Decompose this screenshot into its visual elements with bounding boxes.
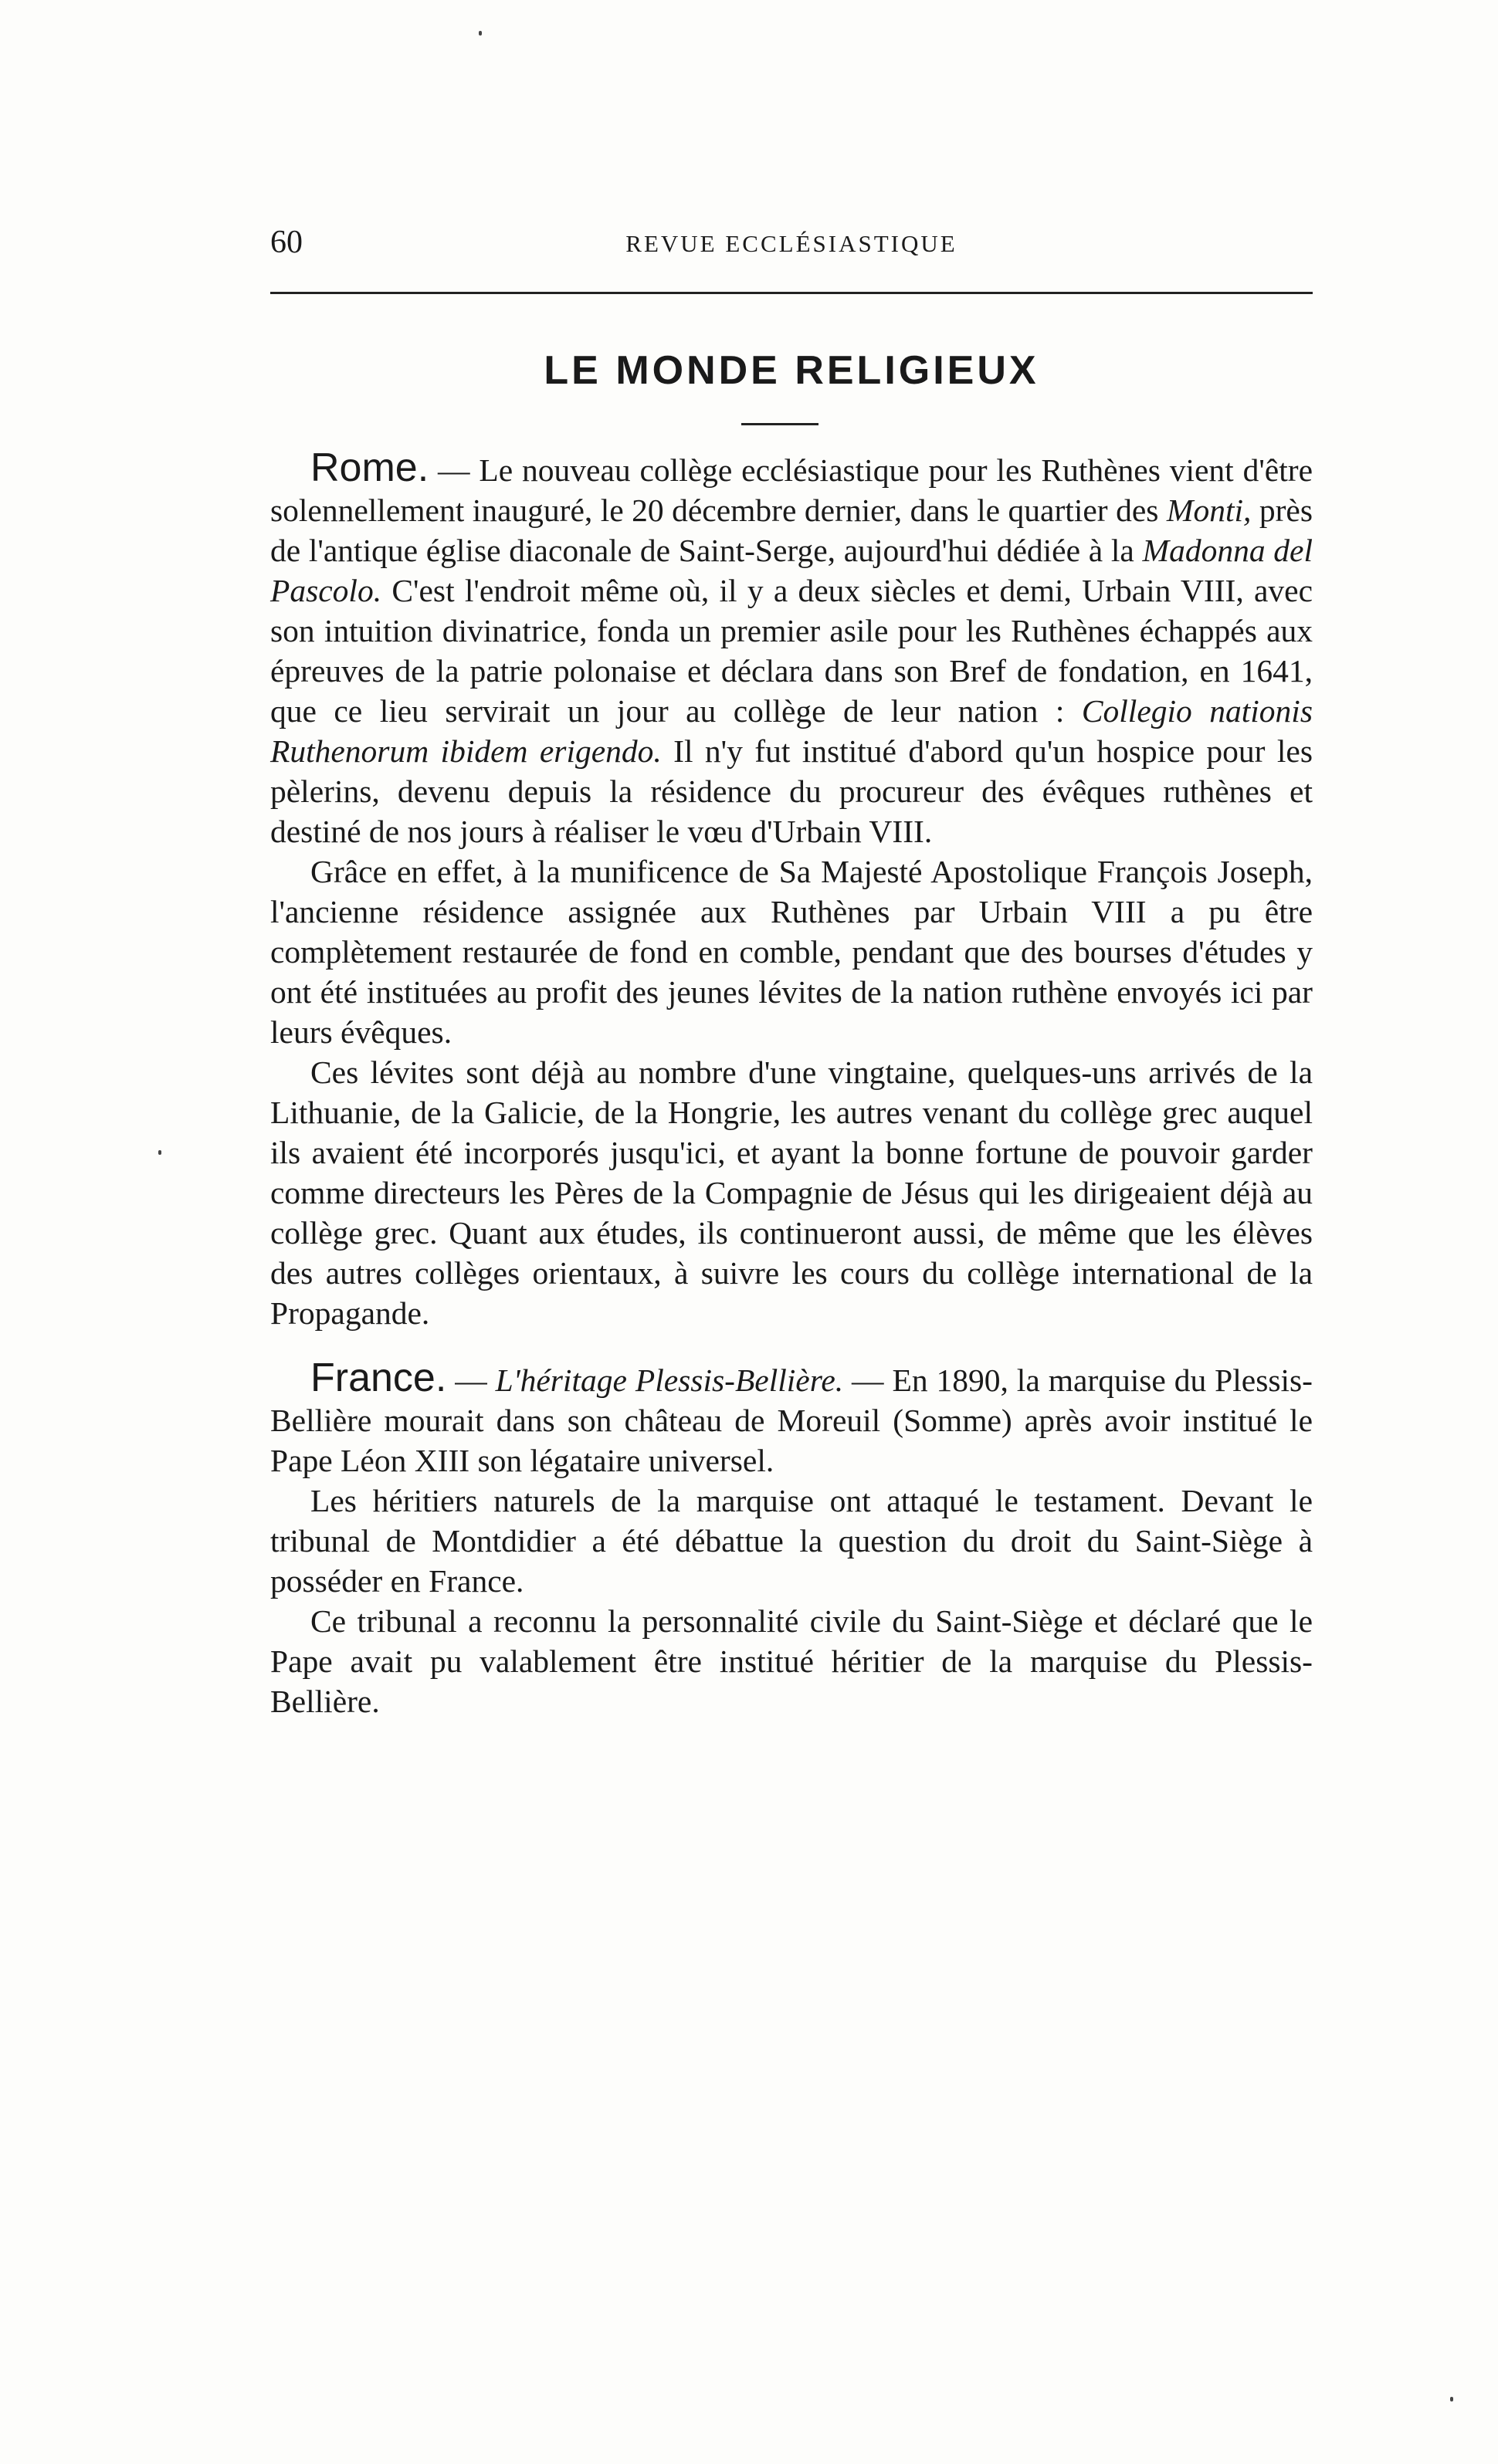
paragraph-france-2: Les héritiers naturels de la marquise ont attaqué le testament. Devant le tribunal de Montdidier a été débattue la question du droit du Saint-Siège à posséder en France. bbox=[270, 1483, 1313, 1599]
title-rule bbox=[741, 423, 818, 425]
article-body bbox=[270, 445, 1313, 1721]
italic-run: L'héritage Plessis-Bellière. bbox=[495, 1362, 844, 1398]
paragraph-rome-2: Grâce en effet, à la munificence de Sa Majesté Apostolique François Joseph, l'ancienne résidence assignée aux Ruthènes par Urbain VIII a pu être complètement restaurée de fond en comble, pendant que des bourses d'études y ont été instituées au profit des jeunes lévites de la nation ruthène envoyés ici par leurs évêques. bbox=[270, 854, 1313, 1050]
paragraph-france-1 bbox=[270, 1358, 1313, 1481]
paragraph-rome-1 bbox=[270, 445, 1313, 851]
text-run: C'est l'endroit même où, il y a deux siècles et demi, Urbain VIII, avec son intuition divinatrice, fonda un premier asile pour les Ruthènes échappés aux épreuves de la patrie polonaise et déclara dans son Bref de fondation, en 1641, que ce lieu servirait un jour au collège de leur nation : bbox=[270, 573, 1313, 729]
italic-run: Madonna del Pascolo. bbox=[270, 533, 1313, 608]
text-run: Il n'y fut institué d'abord qu'un hospice pour les pèlerins, devenu depuis la résidence du procureur des évêques ruthènes et destiné de nos jours à réaliser le vœu d'Urbain VIII. bbox=[270, 733, 1313, 849]
page-number: 60 bbox=[270, 225, 303, 260]
scan-speck bbox=[158, 1150, 161, 1155]
running-header bbox=[270, 224, 1313, 262]
running-title: REVUE ECCLÉSIASTIQUE bbox=[625, 230, 957, 257]
text-run: — En 1890, la marquise du Plessis-Bellière mourait dans son château de Moreuil (Somme) après avoir institué le Pape Léon XIII son légataire universel. bbox=[270, 1362, 1313, 1478]
italic-run: Monti, bbox=[1166, 492, 1252, 528]
header-rule bbox=[270, 292, 1313, 294]
text-run: — bbox=[446, 1362, 496, 1398]
text-run: — Le nouveau collège ecclésiastique pour les Ruthènes vient d'être solennellement inauguré, le 20 décembre dernier, dans le quartier des bbox=[270, 452, 1313, 528]
scan-speck bbox=[1450, 2397, 1453, 2401]
italic-run: Collegio nationis Ruthenorum ibidem erigendo. bbox=[270, 693, 1313, 769]
scan-speck bbox=[479, 31, 482, 36]
section-title: LE MONDE RELIGIEUX bbox=[544, 348, 1039, 393]
paragraph-rome-3: Ces lévites sont déjà au nombre d'une vingtaine, quelques-uns arrivés de la Lithuanie, de la Galicie, de la Hongrie, les autres venant du collège grec auquel ils avaient été incorporés jusqu'ici, et ayant la bonne fortune de pouvoir garder comme directeurs les Pères de la Compagnie de Jésus qui les dirigeaient déjà au collège grec. Quant aux études, ils continueront aussi, de même que les élèves des autres collèges orientaux, à suivre les cours du collège international de la Propagande. bbox=[270, 1054, 1313, 1331]
text-run: près de l'antique église diaconale de Saint-Serge, aujourd'hui dédiée à la bbox=[270, 492, 1313, 568]
kicker-rome: Rome. bbox=[310, 445, 429, 490]
kicker-france: France. bbox=[310, 1356, 447, 1400]
paragraph-france-3: Ce tribunal a reconnu la personnalité civile du Saint-Siège et déclaré que le Pape avait pu valablement être institué héritier de la marquise du Plessis-Bellière. bbox=[270, 1603, 1313, 1719]
